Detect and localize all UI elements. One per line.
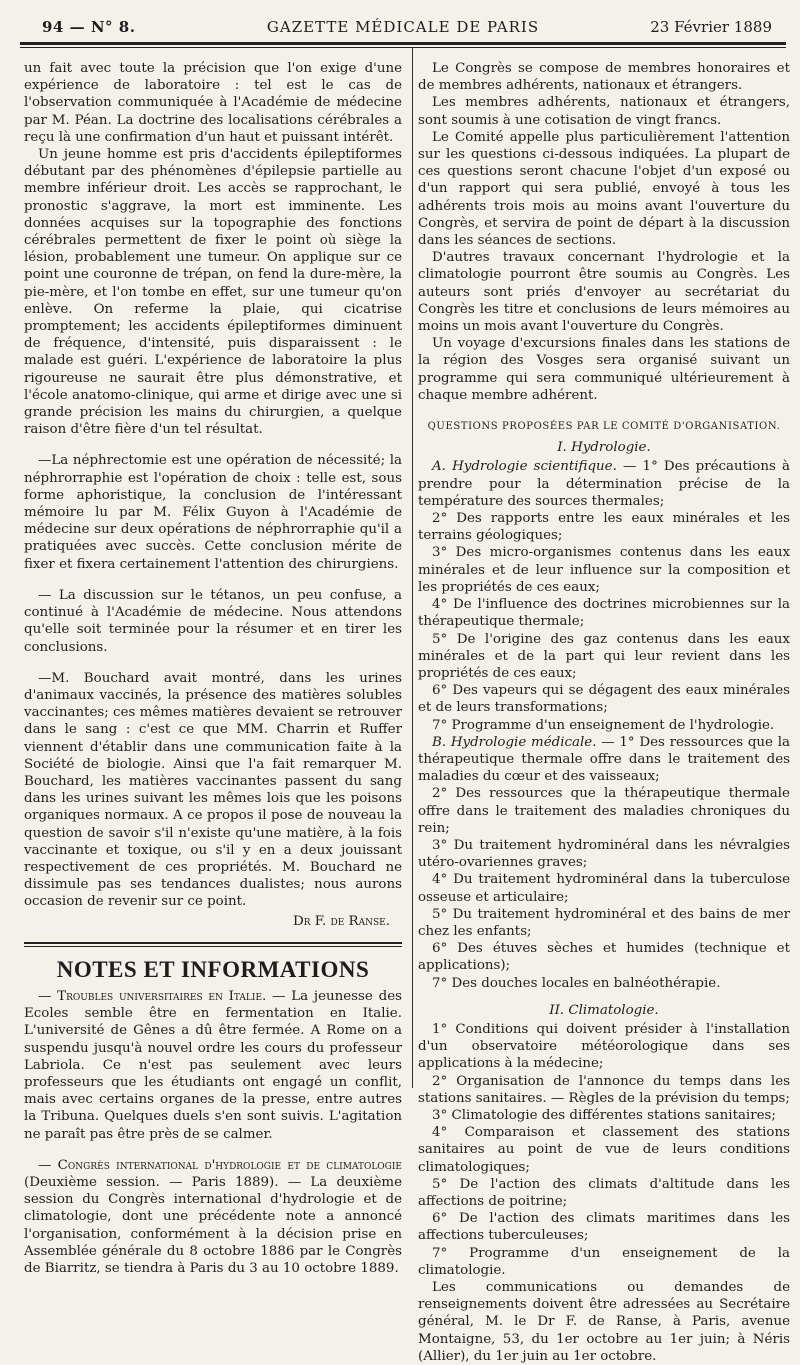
paragraph: Un jeune homme est pris d'accidents épileptiformes débutant par des phénomènes d'épilepsie partielle au membre inférieur droit. Les accès se rapprochant, le pronostic s'aggrave, la mort est imminente. Les données acquises sur la topographie des fonctions cérébrales permettent de fixer le point où siège la lésion, probablement une tumeur. On applique sur ce point une couronne de trépan, on fend la dure-mère, la pie-mère, et l'on tombe en effet, sur une tumeur qu'on enlève. On referme la plaie, qui cicatrise promptement; les accidents épileptiformes diminuent de fréquence, d'intensité, puis disparaissent : le malade est guéri. L'expérience de laboratoire la plus rigoureuse ne saurait être plus démonstrative, et l'école anatomo-clinique, qui arme et dirige avec une si grande précision les mains du chirurgien, a quelque raison d'être fière d'un tel résultat. <box>24 147 402 438</box>
paragraph: un fait avec toute la précision que l'on exige d'une expérience de laboratoire : tel est le cas de l'observation communiquée à l'Académie de médecine par M. Péan. La doctrine des localisations cérébrales a reçu là une confirmation d'un haut et puissant intérêt. <box>24 61 402 145</box>
list-item: 3° Des micro-organismes contenus dans les eaux minérales et de leur influence sur la composition et les propriétés de ces eaux; <box>418 545 790 595</box>
list-item: 2° Organisation de l'annonce du temps dans les stations sanitaires. — Règles de la prévision du temps; <box>418 1073 790 1106</box>
list-item: 4° De l'influence des doctrines microbiennes sur la thérapeutique thermale; <box>418 597 790 630</box>
list-item: 3° Climatologie des différentes stations sanitaires; <box>432 1107 776 1123</box>
journal-title: GAZETTE MÉDICALE DE PARIS <box>266 18 540 36</box>
right-column <box>418 60 790 1365</box>
list-item: 7° Programme d'un enseignement de l'hydrologie. <box>432 717 775 733</box>
list-item: 1° Conditions qui doivent présider à l'installation d'un observatoire météorologique dans ses applications à la médecine; <box>418 1021 790 1072</box>
paragraph: Le Comité appelle plus particulièrement l'attention sur les questions ci-dessous indiquées. La plupart de ces questions seront chacune l'objet d'un exposé ou d'un rapport qui sera publié, envoyé à tous les adhérents trois mois au moins avant l'ouverture du Congrès, et servira de point de départ à la discussion dans les séances de sections. <box>418 129 790 249</box>
list-item: 6° Des étuves sèches et humides (technique et applications); <box>418 941 790 974</box>
section-title: NOTES ET INFORMATIONS <box>56 956 370 982</box>
list-item: 7° Des douches locales en balnéothérapie. <box>432 975 721 991</box>
paragraph: Les communications ou demandes de renseignements doivent être adressées au Secrétaire général, M. le Dr F. de Ranse, à Paris, avenue Montaigne, 53, du 1er octobre au 1er juin; à Néris (Allier), du 1er juin au 1er octobre. <box>418 1280 790 1364</box>
news-heading: — Troubles universitaires en Italie. <box>38 988 267 1004</box>
news-item <box>24 988 402 1143</box>
news-body: — La jeunesse des Ecoles semble être en fermentation en Italie. L'université de Gênes a dû être fermée. A Rome on a suspendu jusqu'à nouvel ordre les cours du professeur Labriola. Ce n'est pas seulement avec leurs professeurs que les étudiants ont engagé un conflit, mais avec certains organes de la presse, entre autres la Tribuna. Quelques duels s'en sont suivis. L'agitation ne paraît pas être près de se calmer. <box>24 988 402 1142</box>
list-item: B. Hydrologie médicale. — 1° Des ressources que la thérapeutique thermale offre dans le traitement des maladies du cœur et des vaisseaux; <box>418 734 790 785</box>
questions-title: QUESTIONS PROPOSÉES PAR LE COMITÉ D'ORGANISATION. <box>427 421 781 433</box>
news-item <box>24 1157 402 1277</box>
news-body: (Deuxième session. — Paris 1889). — La deuxième session du Congrès international d'hydrologie et de climatologie, dont une précédente note a annoncé l'organisation, conformément à la décision prise en Assemblée générale du 8 octobre 1886 par le Congrès de Biarritz, se tiendra à Paris du 3 au 10 octobre 1889. <box>24 1174 402 1276</box>
list-item: A. Hydrologie scientifique. — 1° Des précautions à prendre pour la détermination précise de la température des sources thermales; <box>418 459 790 509</box>
list-item: 5° Du traitement hydrominéral et des bains de mer chez les enfants; <box>418 906 790 939</box>
left-column <box>24 60 402 1277</box>
author-signature: Dr F. de Ranse. <box>293 913 390 929</box>
paragraph: —La néphrectomie est une opération de nécessité; la néphrorraphie est l'opération de choix : telle est, sous forme aphoristique, la conclusion de l'intéressant mémoire lu par M. Félix Guyon à l'Académie de médecine sur deux opérations de néphrorraphie qu'il a pratiquées avec succès. Cette conclusion mérite de fixer et fixera certainement l'attention des chirurgiens. <box>24 453 402 572</box>
list-item: 2° Des ressources que la thérapeutique thermale offre dans le traitement des maladies chroniques du rein; <box>418 786 790 836</box>
page-number: 94 — N° 8. <box>42 18 136 36</box>
list-item: 5° De l'origine des gaz contenus dans les eaux minérales et de la part qui leur revient dans les propriétés de ces eaux; <box>418 631 790 681</box>
header-rule <box>20 42 786 45</box>
paragraph: D'autres travaux concernant l'hydrologie et la climatologie pourront être soumis au Congrès. Les auteurs sont priés d'envoyer au secrétariat du Congrès les titre et conclusions de leurs mémoires au moins un mois avant l'ouverture du Congrès. <box>418 250 790 335</box>
list-item: 2° Des rapports entre les eaux minérales et les terrains géologiques; <box>418 511 790 544</box>
list-heading: A. Hydrologie scientifique. <box>432 459 617 475</box>
list-item: 3° Du traitement hydrominéral dans les névralgies utéro-ovariennes graves; <box>418 837 790 871</box>
paragraph: Les membres adhérents, nationaux et étrangers, sont soumis à une cotisation de vingt francs. <box>418 95 790 128</box>
list-item: 7° Programme d'un enseignement de la climatologie. <box>418 1245 790 1278</box>
paragraph: —M. Bouchard avait montré, dans les urines d'animaux vaccinés, la présence des matières solubles vaccinantes; ces mêmes matières devaient se retrouver dans le sang : c'est ce que MM. Charrin et Ruffer viennent d'établir dans une communication faite à la Société de biologie. Ainsi que l'a fait remarquer M. Bouchard, les matières vaccinantes passent du sang dans les urines suivant les mêmes lois que les poisons organiques normaux. A ce propos il pose de nouveau la question de savoir s'il n'existe qu'une matière, à la fois vaccinante et toxique, ou s'il y en a deux jouissant respectivement de ces propriétés. M. Bouchard ne dissimule pas ses tendances dualistes; nous aurons occasion de revenir sur ce point. <box>24 670 402 910</box>
column-divider <box>412 48 413 1088</box>
paragraph: — La discussion sur le tétanos, un peu confuse, a continué à l'Académie de médecine. Nous attendons qu'elle soit terminée pour la résumer et en tirer les conclusions. <box>24 587 402 655</box>
list-item: 6° Des vapeurs qui se dégagent des eaux minérales et de leurs transformations; <box>418 683 790 716</box>
list-heading: B. Hydrologie médicale. <box>432 734 597 750</box>
news-heading: — Congrès international d'hydrologie et de climatologie <box>38 1157 402 1173</box>
section-divider <box>24 942 402 947</box>
list-item: 4° Comparaison et classement des stations sanitaires au point de vue de leurs conditions climatologiques; <box>418 1125 790 1175</box>
issue-date: 23 Février 1889 <box>650 18 772 36</box>
page-header <box>20 14 786 40</box>
list-item: 6° De l'action des climats maritimes dans les affections tuberculeuses; <box>418 1211 790 1244</box>
list-item: 4° Du traitement hydrominéral dans la tuberculose osseuse et articulaire; <box>418 872 790 905</box>
paragraph: Un voyage d'excursions finales dans les stations de la région des Vosges sera organisé suivant un programme qui sera communiqué ultérieurement à chaque membre adhérent. <box>418 336 790 403</box>
subsection-heading: II. Climatologie. <box>549 1002 659 1018</box>
subsection-heading: I. Hydrologie. <box>557 440 651 456</box>
list-item: 5° De l'action des climats d'altitude dans les affections de poitrine; <box>418 1176 790 1209</box>
paragraph: Le Congrès se compose de membres honoraires et de membres adhérents, nationaux et étrangers. <box>418 61 790 94</box>
header-rule-thin <box>20 47 786 48</box>
